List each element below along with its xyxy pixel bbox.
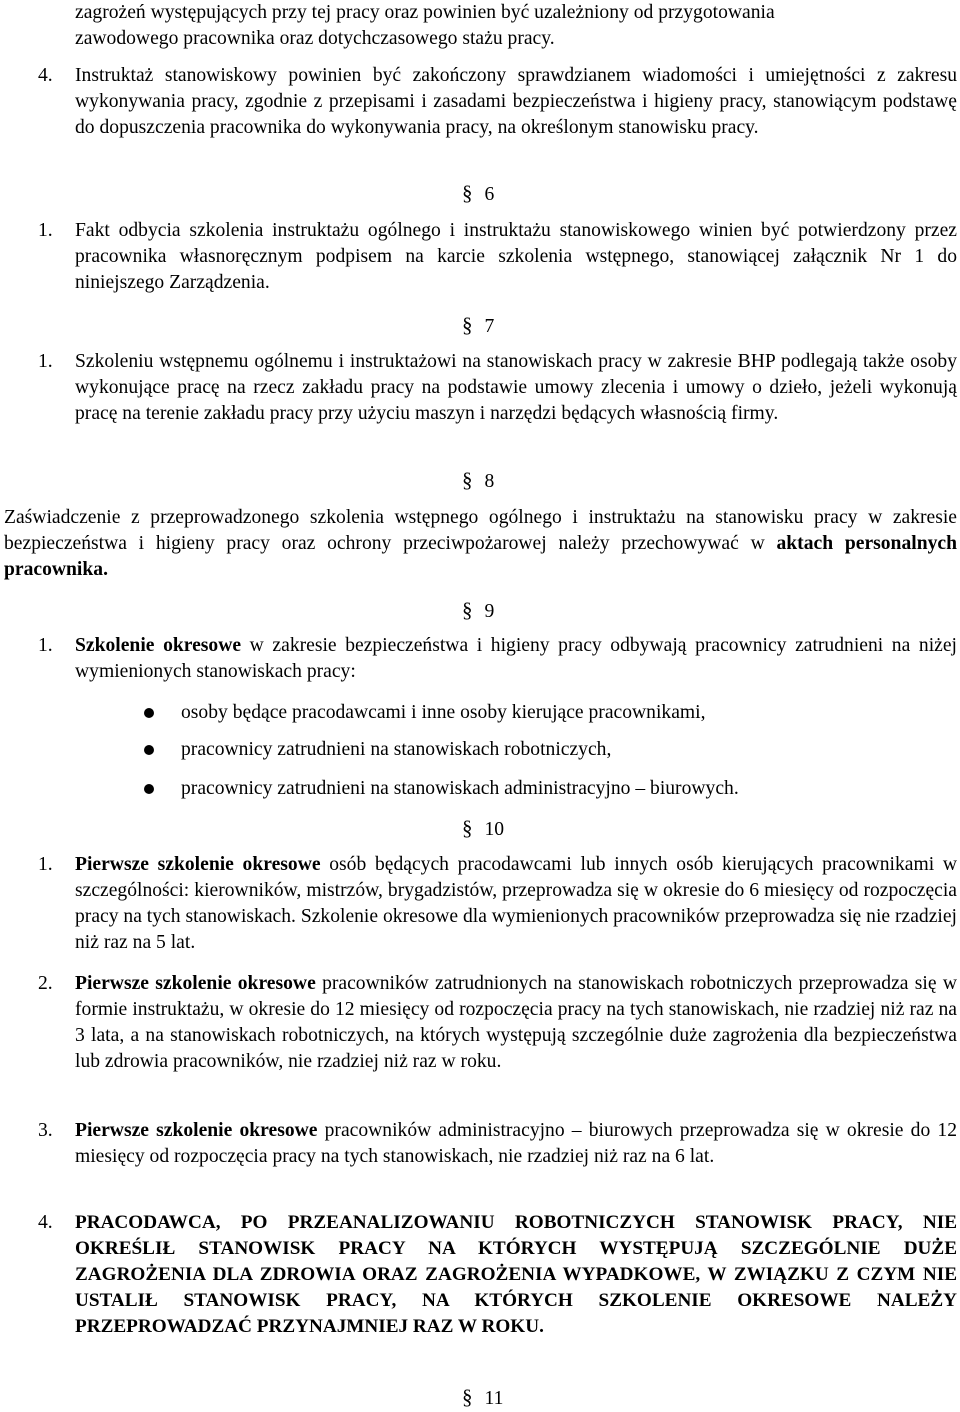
item-number: 1. <box>38 220 53 241</box>
paragraph-8-text: Zaświadczenie z przeprowadzonego szkolenia wstępnego ogólnego i instruktażu na stanowisku pracy w zakresie bezpieczeństwa i higieny pracy oraz ochrony przeciwpożarowej należy przechowywać w <box>4 507 957 554</box>
paragraph-10-4 <box>75 1210 957 1340</box>
paragraph-8-bold: aktach personalnych pracownika. <box>4 533 957 580</box>
section-heading-6: § 6 <box>462 181 495 205</box>
paragraph-9-1-text: w zakresie bezpieczeństwa i higieny pracy odbywają pracownicy zatrudnieni na niżej wymienionych stanowiskach pracy: <box>75 635 957 682</box>
bullet-item: osoby będące pracodawcami i inne osoby kierujące pracownikami, <box>181 702 706 723</box>
paragraph-7-1: Szkoleniu wstępnemu ogólnemu i instruktażowi na stanowiskach pracy w zakresie BHP podlegają także osoby wykonujące pracę na rzecz zakładu pracy na podstawie umowy zlecenia i umowy o dzieło, jeżeli wykonują pracę na terenie zakładu pracy przy użyciu maszyn i narzędzi będących własnością firmy. <box>75 351 957 424</box>
paragraph-10-3 <box>75 1118 957 1170</box>
section-heading-10: § 10 <box>462 816 505 840</box>
paragraph-9-1-bold: Szkolenie okresowe <box>75 635 242 656</box>
paragraph-10-2-text: pracowników zatrudnionych na stanowiskach robotniczych przeprowadza się w formie instruktażu, w okresie do 12 miesięcy od rozpoczęcia pracy na tych stanowiskach, nie rzadziej niż raz na 3 lata, a na stanowiskach robotniczych, na których występują szczególnie duże zagrożenia dla bezpieczeństwa lub zdrowia pracowników, nie rzadziej niż raz w roku. <box>75 973 957 1072</box>
item-number: 1. <box>38 854 53 875</box>
item-number: 3. <box>38 1120 53 1141</box>
item-number: 4. <box>38 1212 53 1233</box>
paragraph-10-3-bold: Pierwsze szkolenie okresowe <box>75 1120 318 1141</box>
section-heading-9: § 9 <box>462 598 495 622</box>
paragraph-8 <box>4 505 957 583</box>
paragraph-4: Instruktaż stanowiskowy powinien być zakończony sprawdzianem wiadomości i umiejętności z zakresu wykonywania pracy, zgodnie z przepisami i zasadami bezpieczeństwa i higieny pracy, stanowiącym podstawę do dopuszczenia pracownika do wykonywania pracy, na określonym stanowisku pracy. <box>75 65 957 138</box>
item-number: 1. <box>38 351 53 372</box>
continuation-line-1: zagrożeń występujących przy tej pracy oraz powinien być uzależniony od przygotowania <box>75 2 775 23</box>
paragraph-10-2-bold: Pierwsze szkolenie okresowe <box>75 973 316 994</box>
bullet-icon <box>144 784 154 794</box>
continuation-line-2: zawodowego pracownika oraz dotychczasowego stażu pracy. <box>75 28 555 49</box>
bullet-item: pracownicy zatrudnieni na stanowiskach administracyjno – biurowych. <box>181 778 739 799</box>
paragraph-6-1: Fakt odbycia szkolenia instruktażu ogólnego i instruktażu stanowiskowego winien być potwierdzony przez pracownika własnoręcznym podpisem na karcie szkolenia wstępnego, stanowiącej załącznik Nr 1 do niniejszego Zarządzenia. <box>75 220 957 293</box>
paragraph-10-1 <box>75 852 957 956</box>
continuation-text <box>75 0 957 52</box>
item-number: 4. <box>38 65 53 86</box>
item-number: 2. <box>38 973 53 994</box>
paragraph-10-3-text: pracowników administracyjno – biurowych przeprowadza się w okresie do 12 miesięcy od rozpoczęcia pracy na tych stanowiskach, nie rzadziej niż raz na 6 lat. <box>75 1120 957 1167</box>
paragraph-10-4-bold: PRACODAWCA, PO PRZEANALIZOWANIU ROBOTNICZYCH STANOWISK PRACY, NIE OKREŚLIŁ STANOWISK PRACY NA KTÓRYCH WYSTĘPUJĄ SZCZEGÓLNIE DUŻE ZAGROŻENIA DLA ZDROWIA ORAZ ZAGROŻENIA WYPADKOWE, W ZWIĄZKU Z CZYM NIE USTALIŁ STANOWISK PRACY, NA KTÓRYCH SZKOLENIE OKRESOWE NALEŻY PRZEPROWADZAĆ PRZYNAJMNIEJ RAZ W ROKU. <box>75 1212 957 1337</box>
section-heading-7: § 7 <box>462 313 495 337</box>
section-heading-8: § 8 <box>462 468 495 492</box>
bullet-item: pracownicy zatrudnieni na stanowiskach robotniczych, <box>181 739 612 760</box>
item-number: 1. <box>38 635 53 656</box>
paragraph-10-1-bold: Pierwsze szkolenie okresowe <box>75 854 321 875</box>
bullet-icon <box>144 708 154 718</box>
paragraph-9-1 <box>75 633 957 685</box>
section-heading-11: § 11 <box>462 1385 504 1409</box>
paragraph-10-1-text: osób będących pracodawcami lub innych osób kierujących pracownikami w szczególności: kierowników, mistrzów, brygadzistów, przeprowadza się w okresie do 6 miesięcy od rozpoczęcia pracy na tych stanowiskach. Szkolenie okresowe dla wymienionych pracowników przeprowadza się nie rzadziej niż raz na 5 lat. <box>75 854 958 953</box>
paragraph-10-2 <box>75 971 957 1075</box>
bullet-icon <box>144 745 154 755</box>
